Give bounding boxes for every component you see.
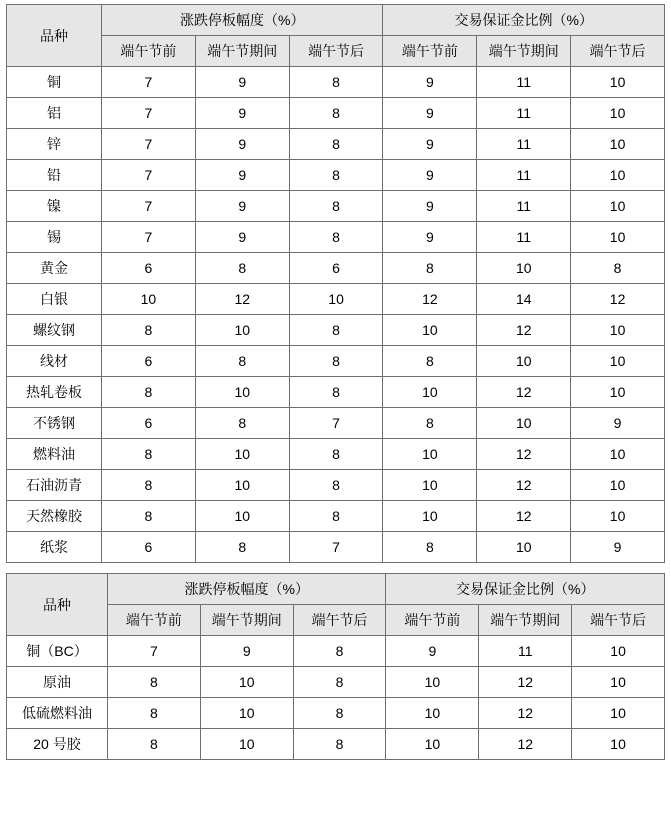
table-1-variety-header: 品种 [7, 5, 102, 67]
variety-cell: 纸浆 [7, 532, 102, 563]
value-cell: 9 [383, 160, 477, 191]
value-cell: 10 [571, 470, 665, 501]
value-cell: 10 [477, 346, 571, 377]
variety-cell: 白银 [7, 284, 102, 315]
table-row [7, 439, 665, 470]
table-1-subheader-limit-after: 端午节后 [289, 36, 383, 67]
table-1-subheader-margin-after: 端午节后 [571, 36, 665, 67]
value-cell: 10 [383, 439, 477, 470]
variety-cell: 黄金 [7, 253, 102, 284]
value-cell: 14 [477, 284, 571, 315]
value-cell: 12 [479, 667, 572, 698]
value-cell: 9 [383, 98, 477, 129]
value-cell: 8 [102, 501, 196, 532]
value-cell: 9 [383, 191, 477, 222]
table-row [7, 67, 665, 98]
variety-cell: 热轧卷板 [7, 377, 102, 408]
value-cell: 8 [289, 222, 383, 253]
table-1-group-header-limit: 涨跌停板幅度（%） [102, 5, 383, 36]
value-cell: 7 [102, 129, 196, 160]
value-cell: 10 [195, 470, 289, 501]
value-cell: 8 [289, 160, 383, 191]
value-cell: 9 [195, 98, 289, 129]
table-1-body [7, 67, 665, 563]
table-row [7, 284, 665, 315]
table-1-subheader-limit-before: 端午节前 [102, 36, 196, 67]
value-cell: 9 [195, 67, 289, 98]
table-row [7, 253, 665, 284]
table-row [7, 191, 665, 222]
value-cell: 8 [195, 346, 289, 377]
value-cell: 12 [477, 470, 571, 501]
value-cell: 8 [293, 729, 386, 760]
value-cell: 8 [293, 636, 386, 667]
value-cell: 8 [289, 439, 383, 470]
value-cell: 8 [289, 98, 383, 129]
variety-cell: 燃料油 [7, 439, 102, 470]
value-cell: 8 [108, 729, 201, 760]
value-cell: 11 [477, 191, 571, 222]
variety-cell: 不锈钢 [7, 408, 102, 439]
value-cell: 8 [571, 253, 665, 284]
table-1-subheader-margin-during: 端午节期间 [477, 36, 571, 67]
table-row [7, 98, 665, 129]
futures-table-1 [6, 4, 665, 563]
value-cell: 8 [289, 67, 383, 98]
value-cell: 9 [386, 636, 479, 667]
value-cell: 11 [477, 98, 571, 129]
value-cell: 10 [200, 729, 293, 760]
value-cell: 7 [102, 160, 196, 191]
variety-cell: 线材 [7, 346, 102, 377]
value-cell: 8 [195, 408, 289, 439]
value-cell: 8 [383, 253, 477, 284]
value-cell: 7 [102, 67, 196, 98]
variety-cell: 螺纹钢 [7, 315, 102, 346]
value-cell: 8 [289, 315, 383, 346]
table-2-subheader-limit-before: 端午节前 [108, 605, 201, 636]
value-cell: 10 [383, 315, 477, 346]
value-cell: 10 [195, 315, 289, 346]
value-cell: 10 [571, 222, 665, 253]
table-2-subheader-margin-during: 端午节期间 [479, 605, 572, 636]
value-cell: 10 [383, 501, 477, 532]
table-row [7, 636, 665, 667]
value-cell: 8 [383, 408, 477, 439]
variety-cell: 原油 [7, 667, 108, 698]
value-cell: 10 [289, 284, 383, 315]
table-2-variety-header: 品种 [7, 574, 108, 636]
value-cell: 10 [572, 636, 665, 667]
value-cell: 6 [102, 253, 196, 284]
value-cell: 8 [195, 532, 289, 563]
value-cell: 7 [289, 408, 383, 439]
value-cell: 9 [383, 67, 477, 98]
value-cell: 10 [572, 698, 665, 729]
table-2-subheader-limit-during: 端午节期间 [200, 605, 293, 636]
value-cell: 7 [108, 636, 201, 667]
value-cell: 10 [571, 129, 665, 160]
table-1-group-header-margin: 交易保证金比例（%） [383, 5, 665, 36]
value-cell: 10 [571, 67, 665, 98]
table-row [7, 729, 665, 760]
value-cell: 10 [477, 532, 571, 563]
value-cell: 9 [571, 532, 665, 563]
value-cell: 8 [293, 698, 386, 729]
table-2-subheader-margin-before: 端午节前 [386, 605, 479, 636]
table-1-sub-header-row [7, 36, 665, 67]
table-row [7, 377, 665, 408]
value-cell: 8 [289, 191, 383, 222]
table-row [7, 346, 665, 377]
value-cell: 10 [477, 253, 571, 284]
table-row [7, 667, 665, 698]
value-cell: 9 [195, 222, 289, 253]
table-2-group-header-limit: 涨跌停板幅度（%） [108, 574, 386, 605]
value-cell: 9 [195, 191, 289, 222]
table-2-group-header-margin: 交易保证金比例（%） [386, 574, 665, 605]
variety-cell: 铜 [7, 67, 102, 98]
value-cell: 10 [383, 470, 477, 501]
variety-cell: 镍 [7, 191, 102, 222]
value-cell: 10 [386, 667, 479, 698]
value-cell: 12 [477, 439, 571, 470]
value-cell: 12 [383, 284, 477, 315]
value-cell: 11 [477, 160, 571, 191]
table-row [7, 470, 665, 501]
value-cell: 12 [477, 377, 571, 408]
value-cell: 8 [289, 501, 383, 532]
value-cell: 7 [102, 98, 196, 129]
value-cell: 10 [571, 439, 665, 470]
value-cell: 8 [383, 532, 477, 563]
value-cell: 7 [289, 532, 383, 563]
value-cell: 12 [477, 315, 571, 346]
value-cell: 10 [477, 408, 571, 439]
value-cell: 8 [383, 346, 477, 377]
table-2-subheader-limit-after: 端午节后 [293, 605, 386, 636]
value-cell: 9 [195, 129, 289, 160]
value-cell: 10 [386, 729, 479, 760]
variety-cell: 20 号胶 [7, 729, 108, 760]
value-cell: 9 [195, 160, 289, 191]
value-cell: 12 [477, 501, 571, 532]
table-2-header [7, 574, 665, 636]
value-cell: 8 [108, 667, 201, 698]
table-row [7, 222, 665, 253]
value-cell: 10 [571, 377, 665, 408]
value-cell: 12 [195, 284, 289, 315]
table-1-subheader-margin-before: 端午节前 [383, 36, 477, 67]
value-cell: 11 [479, 636, 572, 667]
value-cell: 10 [571, 98, 665, 129]
value-cell: 10 [572, 667, 665, 698]
value-cell: 8 [102, 439, 196, 470]
value-cell: 6 [102, 346, 196, 377]
value-cell: 11 [477, 129, 571, 160]
variety-cell: 石油沥青 [7, 470, 102, 501]
value-cell: 8 [108, 698, 201, 729]
value-cell: 10 [571, 315, 665, 346]
value-cell: 9 [571, 408, 665, 439]
value-cell: 9 [383, 222, 477, 253]
value-cell: 8 [102, 470, 196, 501]
variety-cell: 锡 [7, 222, 102, 253]
table-row [7, 532, 665, 563]
value-cell: 7 [102, 191, 196, 222]
value-cell: 10 [572, 729, 665, 760]
table-row [7, 160, 665, 191]
value-cell: 9 [200, 636, 293, 667]
variety-cell: 锌 [7, 129, 102, 160]
value-cell: 8 [289, 129, 383, 160]
value-cell: 12 [571, 284, 665, 315]
variety-cell: 铝 [7, 98, 102, 129]
value-cell: 7 [102, 222, 196, 253]
table-row [7, 698, 665, 729]
variety-cell: 铅 [7, 160, 102, 191]
value-cell: 10 [200, 698, 293, 729]
value-cell: 10 [571, 501, 665, 532]
value-cell: 8 [195, 253, 289, 284]
variety-cell: 铜（BC） [7, 636, 108, 667]
value-cell: 10 [200, 667, 293, 698]
value-cell: 10 [195, 501, 289, 532]
variety-cell: 低硫燃料油 [7, 698, 108, 729]
value-cell: 10 [571, 346, 665, 377]
value-cell: 10 [195, 439, 289, 470]
value-cell: 8 [289, 470, 383, 501]
value-cell: 11 [477, 222, 571, 253]
value-cell: 8 [102, 377, 196, 408]
value-cell: 10 [195, 377, 289, 408]
value-cell: 6 [289, 253, 383, 284]
value-cell: 12 [479, 698, 572, 729]
value-cell: 6 [102, 408, 196, 439]
value-cell: 10 [383, 377, 477, 408]
value-cell: 10 [571, 160, 665, 191]
value-cell: 10 [102, 284, 196, 315]
value-cell: 6 [102, 532, 196, 563]
value-cell: 8 [293, 667, 386, 698]
table-1-subheader-limit-during: 端午节期间 [195, 36, 289, 67]
table-2-body [7, 636, 665, 760]
futures-table-2 [6, 573, 665, 760]
value-cell: 10 [571, 191, 665, 222]
table-row [7, 408, 665, 439]
value-cell: 8 [289, 346, 383, 377]
table-1-header [7, 5, 665, 67]
table-row [7, 129, 665, 160]
table-2-subheader-margin-after: 端午节后 [572, 605, 665, 636]
table-2-group-header-row [7, 574, 665, 605]
value-cell: 9 [383, 129, 477, 160]
table-row [7, 501, 665, 532]
variety-cell: 天然橡胶 [7, 501, 102, 532]
value-cell: 8 [102, 315, 196, 346]
table-row [7, 315, 665, 346]
value-cell: 12 [479, 729, 572, 760]
value-cell: 10 [386, 698, 479, 729]
value-cell: 11 [477, 67, 571, 98]
value-cell: 8 [289, 377, 383, 408]
table-1-group-header-row [7, 5, 665, 36]
